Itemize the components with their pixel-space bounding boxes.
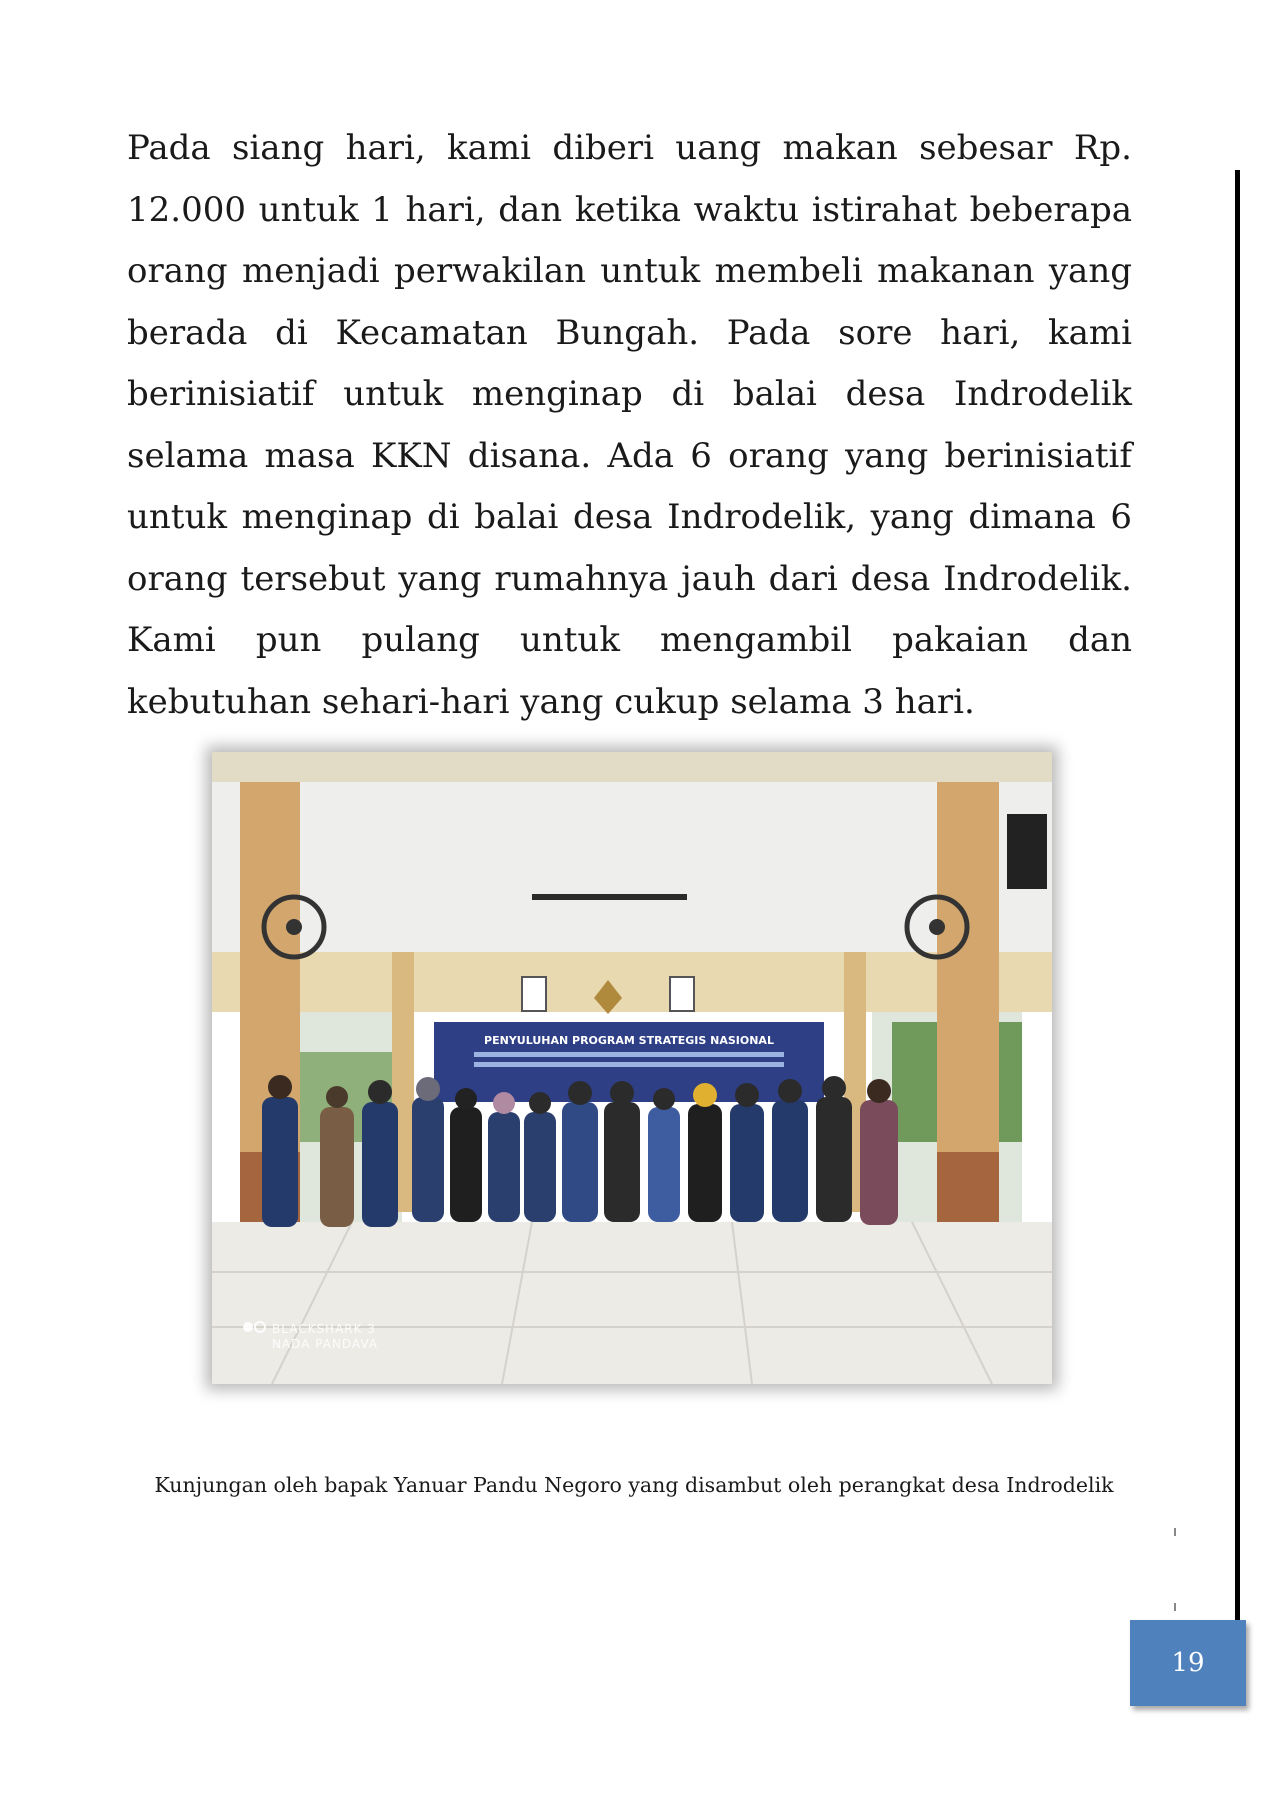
camera-watermark <box>272 1322 378 1352</box>
body-paragraph: Pada siang hari, kami diberi uang makan sebesar Rp. 12.000 untuk 1 hari, dan ketika waktu istirahat beberapa orang menjadi perwakilan untuk membeli makanan yang berada di Kecamatan Bungah. Pada sore hari, kami berinisiatif untuk menginap di balai desa Indrodelik selama masa KKN disana. Ada 6 orang yang berinisiatif untuk menginap di balai desa Indrodelik, yang dimana 6 orang tersebut yang rumahnya jauh dari desa Indrodelik. Kami pun pulang untuk mengambil pakaian dan kebutuhan sehari-hari yang cukup selama 3 hari. <box>127 128 1132 722</box>
watermark-line-2: NADA PANDAVA <box>272 1337 379 1351</box>
watermark-line-1: BLACKSHARK 3 <box>272 1322 376 1336</box>
margin-tick-mark <box>1174 1528 1176 1536</box>
photo-caption: Kunjungan oleh bapak Yanuar Pandu Negoro yang disambut oleh perangkat desa Indrodelik <box>154 1473 1114 1497</box>
margin-tick-mark <box>1174 1603 1176 1611</box>
vertical-margin-rule <box>1235 170 1240 1620</box>
page-number-box <box>1130 1620 1246 1706</box>
group-photo <box>212 752 1052 1384</box>
photo-illustration <box>212 752 1052 1384</box>
banner-text: PENYULUHAN PROGRAM STRATEGIS NASIONAL <box>484 1034 774 1047</box>
page-number: 19 <box>1171 1648 1205 1678</box>
